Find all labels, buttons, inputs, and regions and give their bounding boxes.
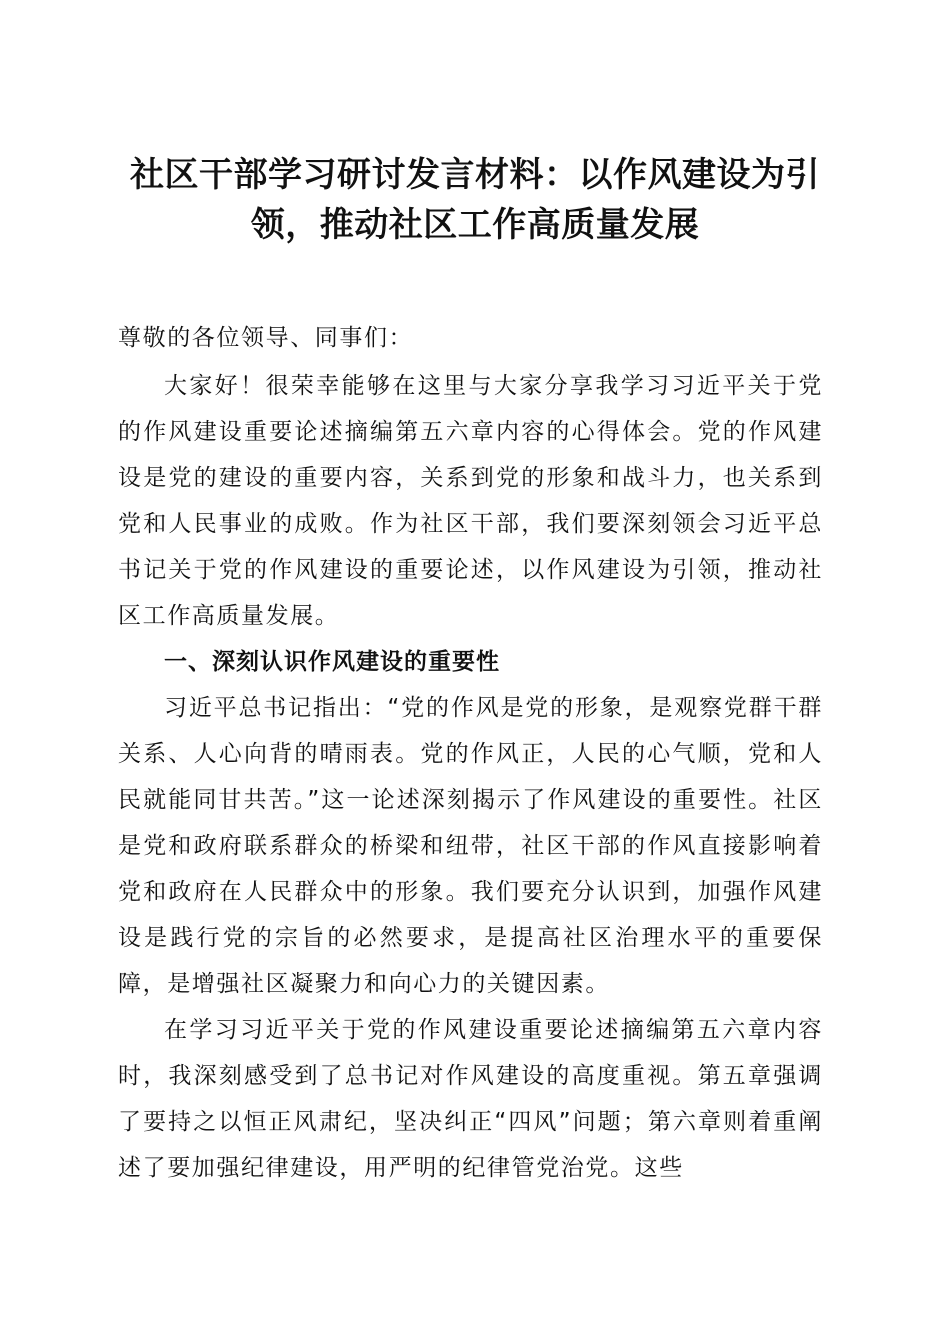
document-title: 社区干部学习研讨发言材料：以作风建设为引领，推动社区工作高质量发展 bbox=[130, 155, 820, 245]
salutation: 尊敬的各位领导、同事们： bbox=[118, 325, 414, 351]
paragraph-intro: 大家好！很荣幸能够在这里与大家分享我学习习近平关于党的作风建设重要论述摘编第五六章内容的心得体会。党的作风建设是党的建设的重要内容，关系到党的形象和战斗力，也关系到党和人民事业的成败。作为社区干部，我们要深刻领会习近平总书记关于党的作风建设的重要论述，以作风建设为引领，推动社区工作高质量发展。 bbox=[118, 373, 823, 629]
document-body bbox=[118, 315, 823, 1191]
paragraph-study: 在学习习近平关于党的作风建设重要论述摘编第五六章内容时，我深刻感受到了总书记对作风建设的高度重视。第五章强调了要持之以恒正风肃纪，坚决纠正“四风”问题；第六章则着重阐述了要加强纪律建设，用严明的纪律管党治党。这些 bbox=[118, 1017, 823, 1181]
section-heading-1: 一、深刻认识作风建设的重要性 bbox=[164, 649, 500, 675]
paragraph-importance: 习近平总书记指出：“党的作风是党的形象，是观察党群干群关系、人心向背的晴雨表。党的作风正，人民的心气顺，党和人民就能同甘共苦。”这一论述深刻揭示了作风建设的重要性。社区是党和政府联系群众的桥梁和纽带，社区干部的作风直接影响着党和政府在人民群众中的形象。我们要充分认识到，加强作风建设是践行党的宗旨的必然要求，是提高社区治理水平的重要保障，是增强社区凝聚力和向心力的关键因素。 bbox=[118, 695, 823, 997]
